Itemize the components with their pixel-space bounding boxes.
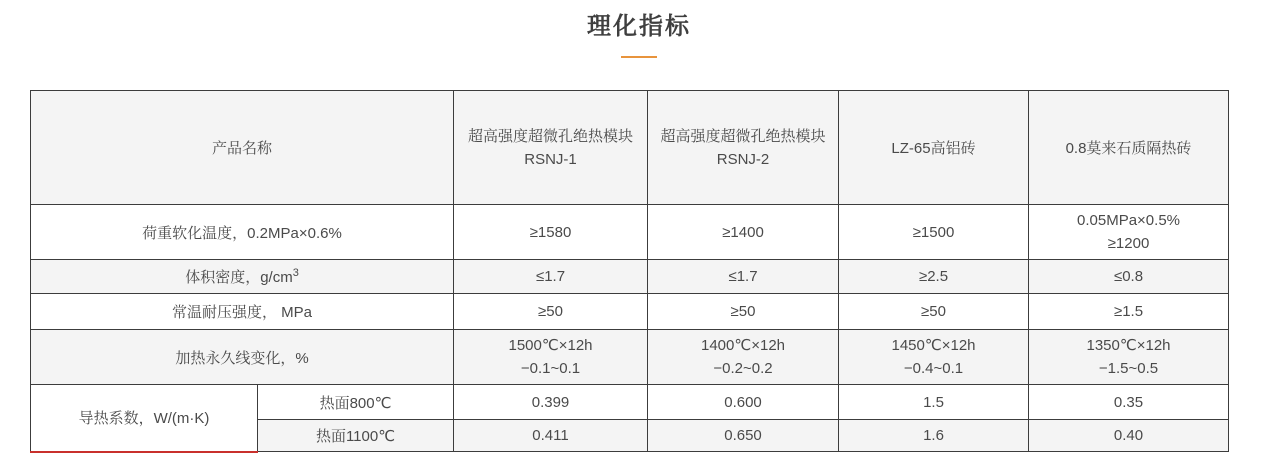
cell-permanent-change-rsnj2-line1: 1400℃×12h <box>701 337 786 354</box>
label-bulk-density-sup: 3 <box>292 267 299 279</box>
cell-conductivity-1100-mullite: 0.40 <box>1029 420 1229 452</box>
cell-load-softening-mullite-line1: 0.05MPa×0.5% <box>1077 212 1181 229</box>
cell-load-softening-lz65: ≥1500 <box>839 205 1029 260</box>
cell-permanent-change-rsnj1-line2: −0.1~0.1 <box>520 360 581 377</box>
cell-cold-crushing-mullite: ≥1.5 <box>1029 294 1229 330</box>
row-cold-crushing <box>31 294 1229 330</box>
cell-permanent-change-rsnj1-line1: 1500℃×12h <box>508 337 593 354</box>
header-lz65: LZ-65高铝砖 <box>839 91 1029 205</box>
cell-conductivity-1100-rsnj2: 0.650 <box>648 420 839 452</box>
cell-bulk-density-rsnj2: ≤1.7 <box>648 260 839 294</box>
cell-permanent-change-mullite-line1: 1350℃×12h <box>1086 337 1171 354</box>
title-accent-divider <box>621 56 657 58</box>
sublabel-hot-face-800: 热面800℃ <box>258 385 454 420</box>
header-rsnj1-line1: 超高强度超微孔绝热模块 <box>468 127 634 145</box>
row-load-softening <box>31 205 1229 260</box>
spec-table-container <box>30 90 1278 453</box>
header-product-name: 产品名称 <box>31 91 454 205</box>
cell-bulk-density-lz65: ≥2.5 <box>839 260 1029 294</box>
header-rsnj1-line2: RSNJ-1 <box>524 150 577 168</box>
cell-conductivity-800-mullite: 0.35 <box>1029 385 1229 420</box>
label-bulk-density-text: 体积密度，g/cm <box>185 269 293 286</box>
cell-cold-crushing-rsnj2: ≥50 <box>648 294 839 330</box>
header-rsnj2-line1: 超高强度超微孔绝热模块 <box>660 127 826 145</box>
cell-load-softening-rsnj2: ≥1400 <box>648 205 839 260</box>
row-bulk-density <box>31 260 1229 294</box>
cell-bulk-density-rsnj1: ≤1.7 <box>454 260 648 294</box>
cell-conductivity-1100-rsnj1: 0.411 <box>454 420 648 452</box>
cell-permanent-change-lz65-line2: −0.4~0.1 <box>903 360 964 377</box>
label-load-softening: 荷重软化温度，0.2MPa×0.6% <box>31 205 454 260</box>
label-bulk-density <box>31 260 454 294</box>
cell-cold-crushing-rsnj1: ≥50 <box>454 294 648 330</box>
cell-conductivity-1100-lz65: 1.6 <box>839 420 1029 452</box>
cell-permanent-change-mullite <box>1029 330 1229 385</box>
header-mullite: 0.8莫来石质隔热砖 <box>1029 91 1229 205</box>
cell-permanent-change-mullite-line2: −1.5~0.5 <box>1098 360 1159 377</box>
row-permanent-linear-change <box>31 330 1229 385</box>
spec-table <box>30 90 1229 453</box>
sublabel-hot-face-1100: 热面1100℃ <box>258 420 454 452</box>
cell-bulk-density-mullite: ≤0.8 <box>1029 260 1229 294</box>
cell-load-softening-mullite-line2: ≥1200 <box>1107 235 1150 252</box>
label-permanent-linear-change: 加热永久线变化，% <box>31 330 454 385</box>
cell-permanent-change-rsnj2-line2: −0.2~0.2 <box>713 360 773 377</box>
cell-load-softening-rsnj1: ≥1580 <box>454 205 648 260</box>
cell-permanent-change-rsnj1 <box>454 330 648 385</box>
header-rsnj2-line2: RSNJ-2 <box>716 150 770 168</box>
cell-load-softening-mullite <box>1029 205 1229 260</box>
header-rsnj2 <box>648 91 839 205</box>
table-header-row <box>31 91 1229 205</box>
cell-conductivity-800-rsnj2: 0.600 <box>648 385 839 420</box>
label-thermal-conductivity: 导热系数，W/(m·K) <box>31 385 258 452</box>
header-rsnj1 <box>454 91 648 205</box>
cell-conductivity-800-rsnj1: 0.399 <box>454 385 648 420</box>
section-title: 理化指标 <box>587 13 691 40</box>
cell-permanent-change-lz65 <box>839 330 1029 385</box>
cell-cold-crushing-lz65: ≥50 <box>839 294 1029 330</box>
cell-permanent-change-rsnj2 <box>648 330 839 385</box>
row-thermal-conductivity-800 <box>31 385 1229 420</box>
cell-conductivity-800-lz65: 1.5 <box>839 385 1029 420</box>
label-cold-crushing: 常温耐压强度， MPa <box>31 294 454 330</box>
cell-permanent-change-lz65-line1: 1450℃×12h <box>891 337 976 354</box>
